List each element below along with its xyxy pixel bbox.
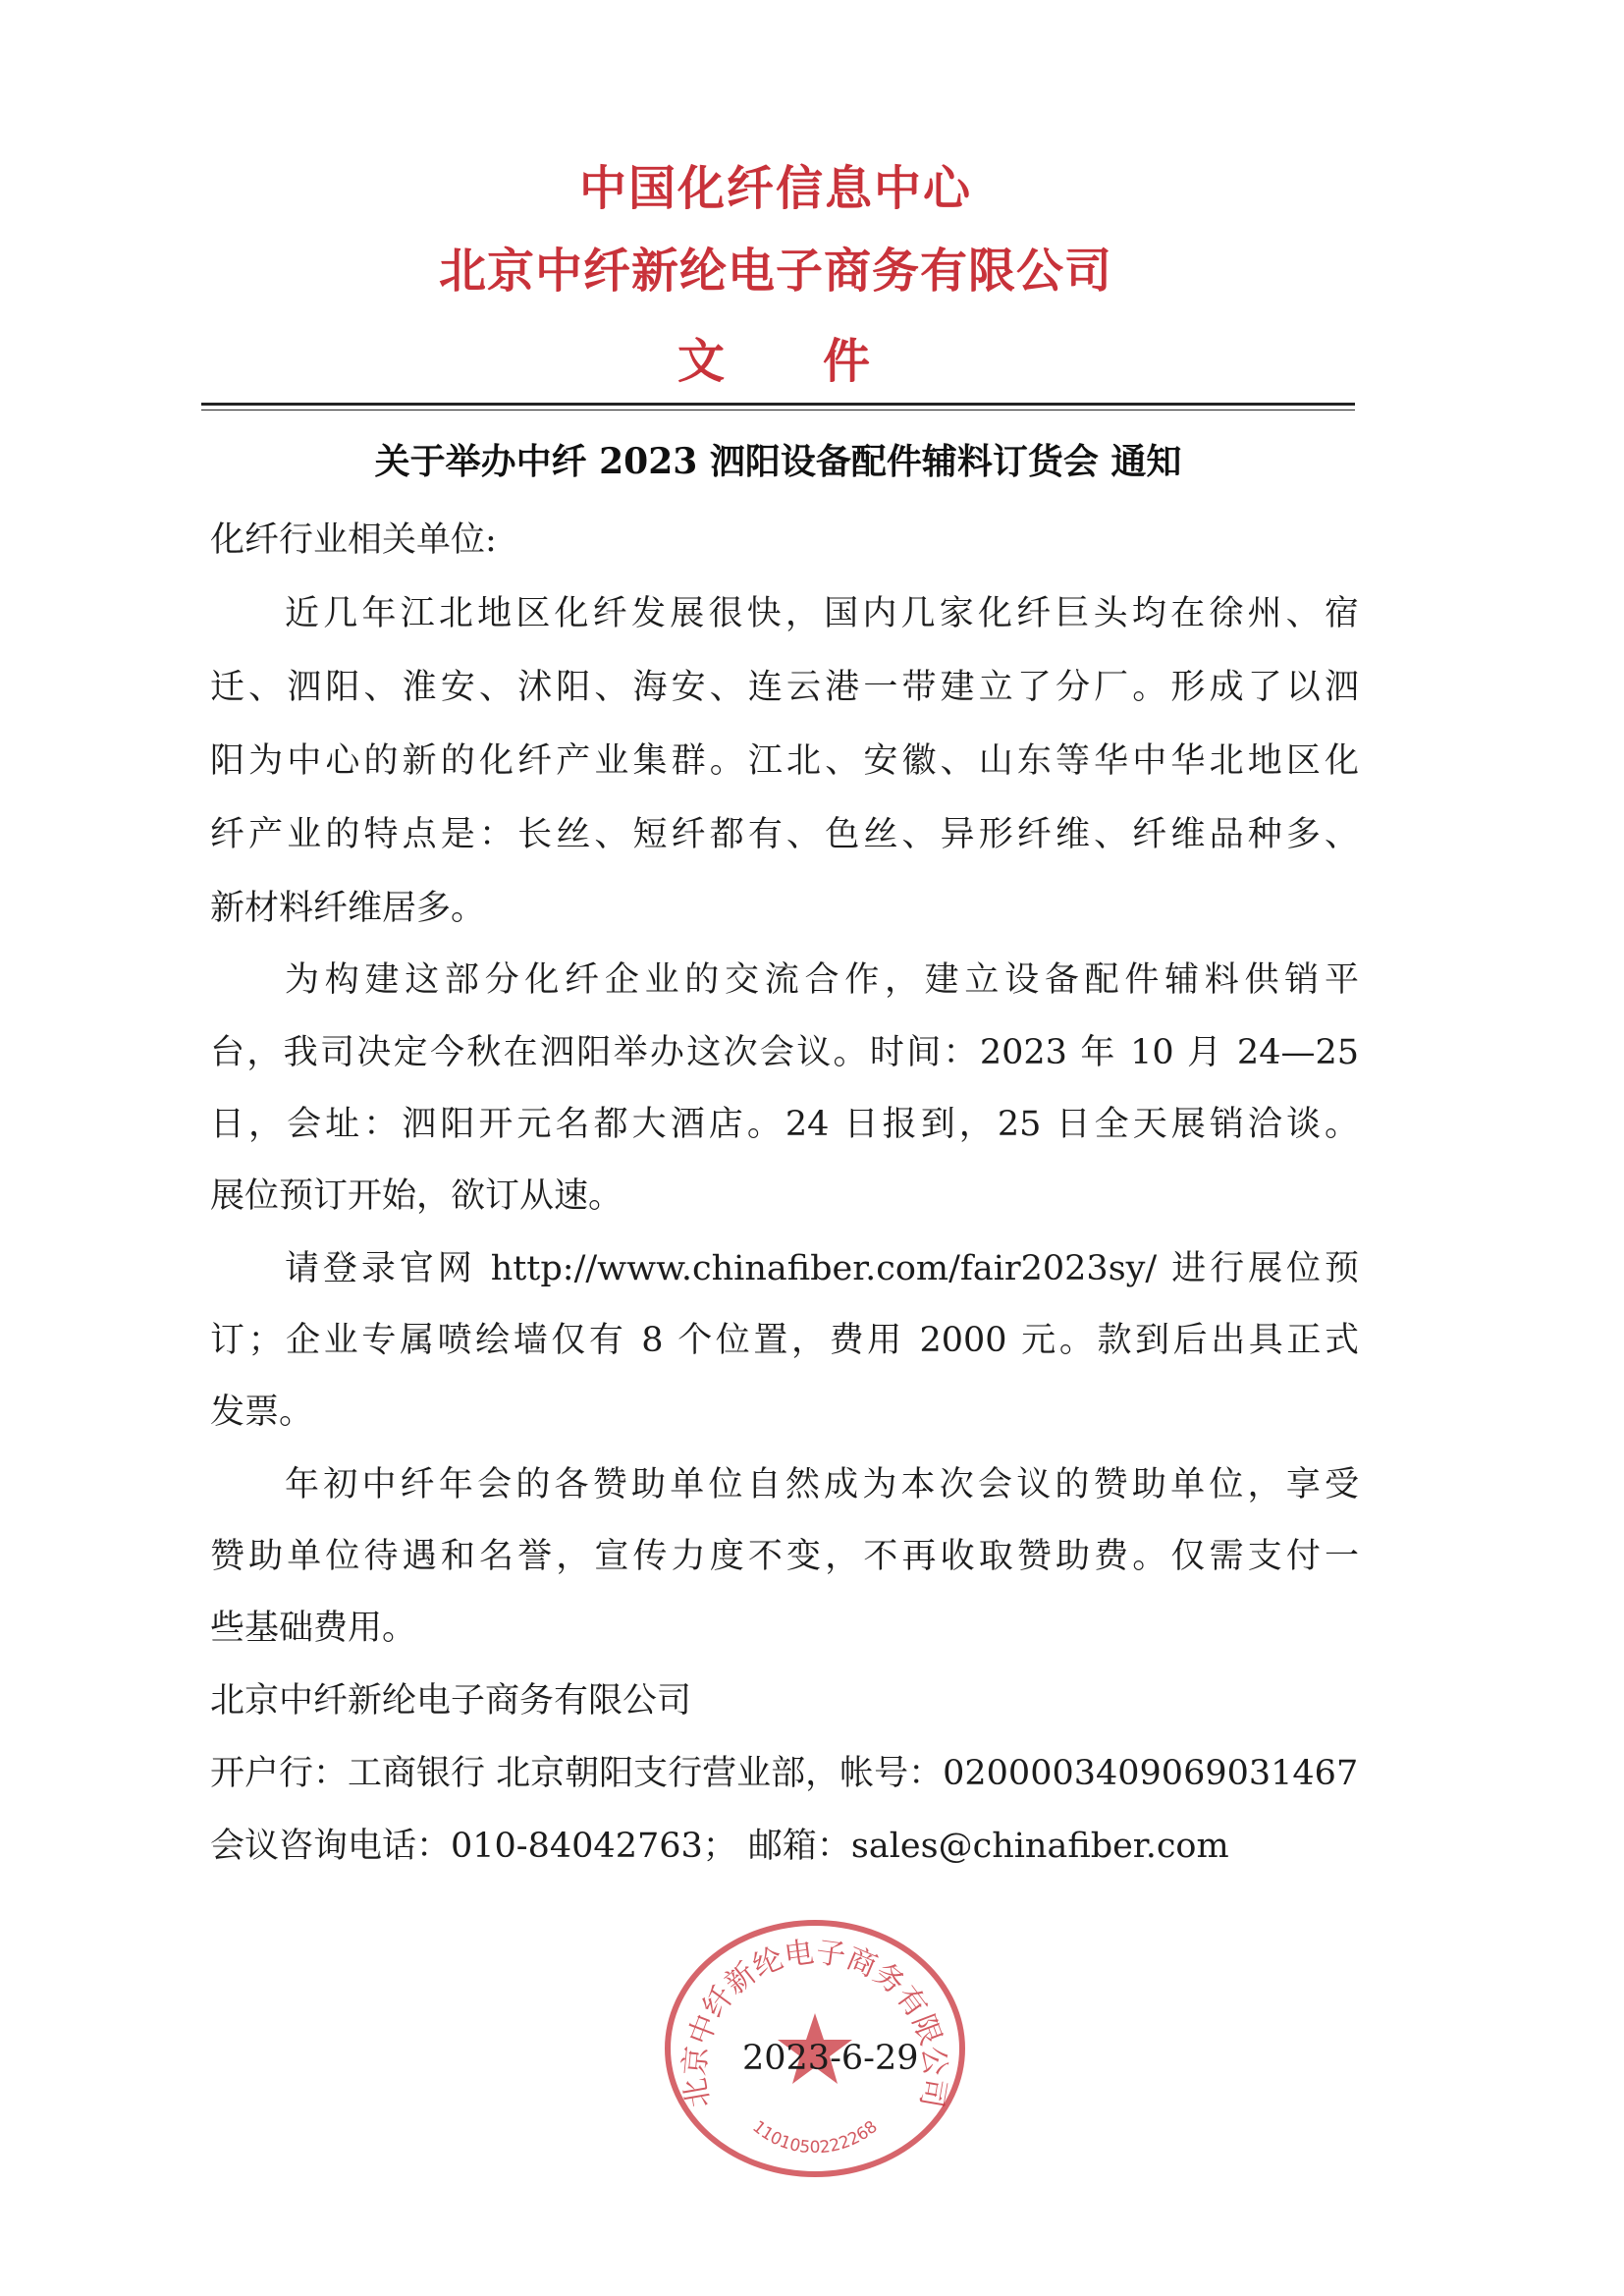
- paragraph-2-line: 台，我司决定今秋在泗阳举办这次会议。时间：2023 年 10 月 24—25: [210, 1033, 1359, 1072]
- paragraph-4-line: 年初中纤年会的各赞助单位自然成为本次会议的赞助单位，享受: [285, 1465, 1359, 1504]
- paragraph-2-line: 日，会址：泗阳开元名都大酒店。24 日报到，25 日全天展销洽谈。: [210, 1105, 1359, 1144]
- paragraph-1-line: 阳为中心的新的化纤产业集群。江北、安徽、山东等华中华北地区化: [210, 741, 1359, 781]
- document-title: 关于举办中纤 2023 泗阳设备配件辅料订货会 通知: [374, 441, 1182, 482]
- paragraph-4-line: 些基础费用。: [210, 1609, 417, 1648]
- paragraph-1-line: 近几年江北地区化纤发展很快，国内几家化纤巨头均在徐州、宿: [285, 594, 1359, 633]
- paragraph-4-line: 赞助单位待遇和名誉，宣传力度不变，不再收取赞助费。仅需支付一: [210, 1537, 1359, 1576]
- paragraph-1-line: 纤产业的特点是：长丝、短纤都有、色丝、异形纤维、纤维品种多、: [210, 815, 1359, 854]
- header-org-2: 北京中纤新纶电子商务有限公司: [438, 244, 1112, 299]
- footer-company: 北京中纤新纶电子商务有限公司: [210, 1681, 692, 1721]
- header-divider-thick: [201, 403, 1355, 406]
- document-date: 2023-6-29: [742, 2039, 919, 2078]
- seal-number: 1101050222268: [748, 2116, 882, 2159]
- paragraph-1-line: 迁、泗阳、淮安、沭阳、海安、连云港一带建立了分厂。形成了以泗: [210, 668, 1359, 707]
- salutation: 化纤行业相关单位:: [210, 520, 497, 560]
- header-doc-char-1: 文: [677, 334, 726, 389]
- footer-bank-account: 开户行：工商银行 北京朝阳支行营业部，帐号：0200003409069031467: [210, 1754, 1359, 1793]
- paragraph-3-line: 发票。: [210, 1393, 314, 1432]
- header-org-1: 中国化纤信息中心: [578, 161, 972, 216]
- footer-contact: 会议咨询电话：010-84042763； 邮箱：sales@chinafiber.com: [210, 1827, 1229, 1866]
- header-doc-char-2: 件: [823, 334, 871, 389]
- paragraph-1-line: 新材料纤维居多。: [210, 889, 486, 928]
- paragraph-3-line: 请登录官网 http://www.chinafiber.com/fair2023sy/ 进行展位预: [285, 1249, 1359, 1288]
- seal-arc-text: 北京中纤新纶电子商务有限公司: [677, 1935, 952, 2110]
- paragraph-2-line: 展位预订开始，欲订从速。: [210, 1176, 623, 1216]
- paragraph-3-line: 订；企业专属喷绘墙仅有 8 个位置，费用 2000 元。款到后出具正式: [210, 1321, 1359, 1360]
- paragraph-2-line: 为构建这部分化纤企业的交流合作，建立设备配件辅料供销平: [285, 960, 1359, 1000]
